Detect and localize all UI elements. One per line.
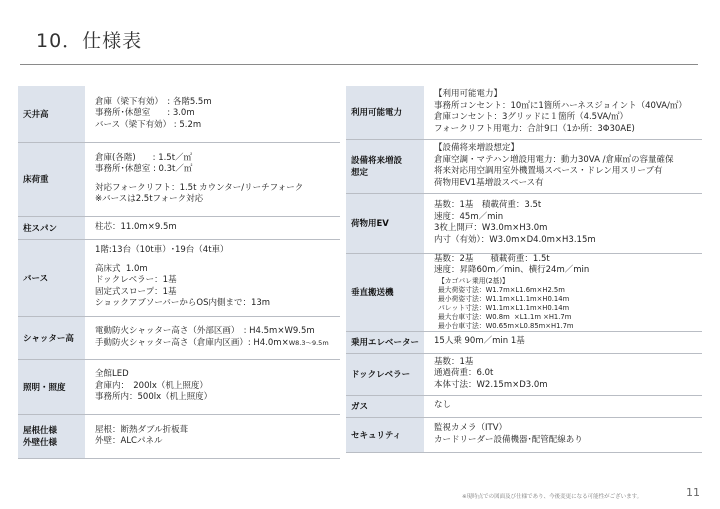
spec-value (85, 414, 340, 458)
spec-value-line: 事務所･休憩室 : 3.0m (95, 108, 195, 118)
spec-label: ガス (346, 395, 424, 417)
spec-value-line: 基数：1基 (434, 356, 474, 367)
spec-label: セキュリティ (346, 417, 424, 452)
spec-value-line: フォークリフト用電力：合計9口（1か所：3Φ30AE) (434, 123, 635, 134)
spec-row (18, 239, 340, 316)
disclaimer-note: ※現時点での図面及び仕様であり、今後変更になる可能性がございます。 (462, 494, 643, 500)
spec-value (424, 139, 702, 193)
spec-value-line: 基数：2基 積載荷重：1.5t (434, 253, 550, 264)
spec-value-line: 倉庫コンセント：3グリッドに１箇所（4.5VA/㎡） (434, 112, 629, 123)
spec-value (424, 395, 702, 417)
spec-row (18, 216, 340, 239)
spec-value-line: 15人乗 90m／min 1基 (434, 336, 525, 347)
spec-value-suffix: W8.3～9.5m (288, 338, 329, 347)
spec-row (18, 359, 340, 414)
spec-label: 垂直搬送機 (346, 253, 424, 331)
spec-label: 床荷重 (18, 142, 85, 216)
spec-value-line: 本体寸法：W2.15m×D3.0m (434, 379, 548, 390)
spec-value-line: 速度：昇降60m／min、横行24m／min (434, 265, 590, 275)
spec-value-subline: パレット寸法：W1.1m×L1.1m×H0.14m (438, 303, 570, 312)
spec-value-line: 外壁：ALCパネル (95, 436, 163, 446)
spec-value (424, 417, 702, 452)
spec-row (346, 395, 702, 417)
spec-value (85, 316, 340, 359)
spec-value-line: カードリーダー設備機器･配管配線あり (434, 434, 583, 445)
spec-value-line: 対応フォークリフト：1.5t カウンター/リーチフォーク (95, 182, 304, 193)
spec-value-line: 倉庫（梁下有効） : 各階5.5m (95, 96, 212, 107)
spec-value-line: 荷物用EV1基増設スペース有 (434, 177, 544, 188)
spec-row (346, 253, 702, 331)
spec-value-line: 事務所コンセント：10㎡に1箇所ハーネスジョイント（40VA/㎡） (434, 100, 687, 111)
title-divider (20, 64, 698, 65)
spec-value-line-wrap (95, 338, 340, 350)
spec-value (85, 359, 340, 414)
spec-value-subline: 【カゴパレ乗用(2基)】 (438, 276, 509, 285)
spec-row (346, 193, 702, 253)
spec-value-line: 事務所内：500lx（机上照度） (95, 392, 213, 403)
spec-value-subline: 最大台車寸法：W0.8m ×L1.1m ×H1.7m (438, 312, 572, 321)
spec-value-line: 柱芯：11.0m×9.5m (95, 221, 177, 232)
spec-label: 柱スパン (18, 216, 85, 239)
spec-value (424, 353, 702, 395)
spec-value-line: 基数：1基 積載荷重：3.5t (434, 200, 542, 210)
spec-row (18, 414, 340, 458)
spec-value-line: ※バースは2.5tフォーク対応 (95, 194, 204, 204)
spec-value (424, 253, 702, 331)
spec-value-line: 手動防火シャッター高さ（倉庫内区画）: H4.0m× (95, 337, 289, 348)
spec-value-line: 固定式スロープ：1基 (95, 286, 177, 297)
spec-value-line: ドックレベラー：1基 (95, 275, 177, 286)
spec-label: シャッター高 (18, 316, 85, 359)
spec-value (85, 142, 340, 216)
spec-label: 設備将来増設 想定 (346, 139, 424, 193)
spec-value-line: 【利用可能電力】 (434, 89, 503, 100)
spec-value-subline: 最小荷姿寸法：W1.1m×L1.1m×H0.14m (438, 294, 570, 303)
spec-value (424, 193, 702, 253)
spec-label: 屋根仕様 外壁仕様 (18, 414, 85, 458)
spec-value (85, 216, 340, 239)
spec-value (85, 86, 340, 142)
spec-value-line: 速度：45m／min (434, 211, 504, 222)
spec-value-line: 高床式 1.0m (95, 263, 148, 274)
spec-value-line: 通過荷重：6.0t (434, 368, 494, 379)
spec-value (85, 239, 340, 316)
spec-value-line: 倉庫内： 200lx（机上照度） (95, 380, 208, 391)
spec-table-left (18, 86, 340, 459)
spec-value-line: 3枚上開戸：W3.0m×H3.0m (434, 223, 548, 233)
spec-value-line: 1階:13台（10t車）･19台（4t車） (95, 245, 229, 256)
spec-label: 天井高 (18, 86, 85, 142)
spec-value-line: 将来対応用空調用室外機置場スペース・ドレン用スリーブ有 (434, 166, 663, 176)
spec-row (346, 331, 702, 353)
spec-label: 荷物用EV (346, 193, 424, 253)
spec-value-line: 全館LED (95, 369, 129, 380)
spec-value-line: 倉庫(各階) : 1.5t／㎡ (95, 152, 193, 163)
spec-value-line (95, 257, 340, 264)
spec-value-line: 電動防火シャッター高さ（外部区画） : H4.5m×W9.5m (95, 326, 315, 336)
spec-row (18, 316, 340, 359)
spec-row (18, 86, 340, 142)
spec-value-line: 【設備将来増設想定】 (434, 143, 520, 153)
spec-row (346, 417, 702, 452)
spec-value-line: 屋根：断熱ダブル折板葺 (95, 424, 189, 435)
spec-value-line: 倉庫空調・マテハン増設用電力：動力30VA /倉庫㎡の容量確保 (434, 154, 674, 165)
spec-label: バース (18, 239, 85, 316)
spec-label: 照明・照度 (18, 359, 85, 414)
page-title: 10．仕様表 (36, 30, 143, 52)
spec-value-line: ショックアブソーバーからOS内側まで：13m (95, 298, 271, 309)
spec-row (346, 353, 702, 395)
spec-row (346, 139, 702, 193)
spec-label: 利用可能電力 (346, 86, 424, 139)
spec-row (18, 142, 340, 216)
spec-value-subline: 最小台車寸法：W0.65m×L0.85m×H1.7m (438, 321, 574, 330)
spec-value (424, 331, 702, 353)
spec-value-line: なし (434, 400, 452, 411)
spec-value-line: バース（梁下有効） : 5.2m (95, 119, 202, 130)
spec-value-line (95, 176, 340, 183)
spec-table-right (346, 86, 702, 453)
spec-label: 乗用エレベーター (346, 331, 424, 353)
spec-value-line: 監視カメラ（ITV） (434, 423, 508, 433)
spec-value-line: 事務所･休憩室 : 0.3t／㎡ (95, 164, 193, 174)
spec-row (346, 86, 702, 139)
spec-value (424, 86, 702, 139)
spec-value-line: 内寸（有効）：W3.0m×D4.0m×H3.15m (434, 234, 596, 245)
page-number: 11 (686, 486, 700, 499)
spec-label: ドックレベラー (346, 353, 424, 395)
spec-value-subline: 最大荷姿寸法：W1.7m×L1.6m×H2.5m (438, 285, 565, 294)
